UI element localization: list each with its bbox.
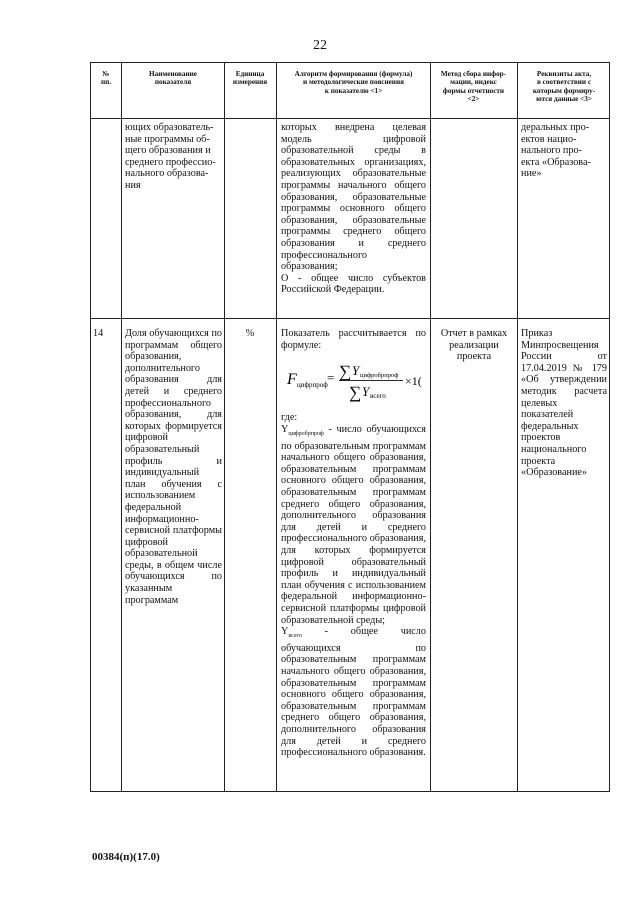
header-requisites: Реквизиты акта, в соответствии с которым формиру- ются данные <3> — [532, 70, 596, 104]
header-num: № пп. — [100, 70, 112, 87]
formula-equals: = — [327, 370, 335, 385]
formula-den-sub: всего — [370, 392, 386, 400]
row14-algorithm-intro: Показатель рассчитывается по формуле: — [281, 328, 426, 351]
formula-svg — [285, 358, 423, 402]
formula-lhs: F — [287, 371, 297, 388]
row14-requisites: Приказ Минпросвещения России от 17.04.2019 № 179 «Об утверждении методик расчета целевых показателей федеральных проектов национального проекта «Образование» — [521, 328, 607, 479]
row14-method: Отчет в рамках реализации проекта — [440, 328, 508, 363]
col-rule-2 — [224, 62, 225, 792]
def1-var: Y — [281, 424, 289, 435]
den-sum-sign: ∑ — [349, 383, 362, 402]
header-name: Наименование показателя — [149, 70, 197, 87]
col-rule-0 — [90, 62, 91, 792]
page-number: 22 — [313, 38, 327, 53]
row14-formula — [285, 358, 423, 402]
prev-row-requisites: деральных про- ектов нацио- нального про- екта «Образова- ние» — [521, 122, 591, 180]
header-algorithm: Алгоритм формирования (формула) и методологические пояснения к показателю <1> — [294, 70, 413, 95]
prev-row-algorithm: которых внедрена целевая модель цифровой образовательной среды в образовательных организациях, реализующих образовательные программы начального общего образования, образовательные программы основного общего образования, образовательные программы среднего общего образования и среднего профессионального образования; О - общее число субъектов Российской Федерации. — [281, 122, 426, 296]
table-top-border — [90, 62, 610, 63]
formula-lhs-sub: цифрпроф — [297, 381, 328, 389]
header-method: Метод сбора инфор- мации, индекс формы отчетности <2> — [440, 70, 507, 104]
row14-unit: % — [245, 328, 255, 339]
col-rule-6 — [609, 62, 610, 792]
def1-sub: цифробрпроф — [288, 431, 324, 438]
row14-indicator-name: Доля обучающихся по программам общего образования, дополнительного образования для детей и среднего профессионального образования, для которых формируется цифровой образовательный профиль и индивидуальный план обучения с использованием федеральной информационно-сервисной платформы цифровой образовательной среды, в общем числе обучающихся по указанным программам — [125, 328, 222, 606]
formula-num-sub: цифробрпроф — [360, 372, 399, 379]
row-separator — [90, 318, 610, 319]
header-unit: Единица измерения — [232, 70, 268, 87]
def2-var: Y — [281, 626, 289, 638]
def2-sub: всего — [288, 633, 302, 640]
formula-tail: ×1( — [405, 374, 422, 388]
col-rule-4 — [430, 62, 431, 792]
prev-row-name: ющих образователь- ные программы об- щего образования и среднего профессио- нального образова- ния — [125, 122, 216, 191]
num-sum-sign: ∑ — [339, 362, 352, 381]
row14-where: где: — [281, 412, 298, 423]
def1-text: - число обучающихся по образовательным программам начального общего образования, образовательным программам основного общего образования, образовательным программам среднего общего образования, дополнительного образования для детей и среднего профессионального образования, для которых формируется цифровой образовательный профиль и индивидуальный план обучения с использованием федеральной информационно-сервисной платформы цифровой образовательной среды; — [281, 424, 426, 626]
formula-den-var: Y — [362, 384, 370, 399]
col-rule-1 — [121, 62, 122, 792]
document-code: 00384(п)(17.0) — [92, 851, 160, 863]
row14-number: 14 — [93, 328, 104, 339]
fraction-bar — [339, 380, 403, 381]
col-rule-5 — [517, 62, 518, 792]
header-bottom-rule — [90, 118, 610, 119]
col-rule-3 — [276, 62, 277, 792]
def2-text: - общее число обучающихся по образовательным программам начального общего образования, образовательным программам основного общего образования, образовательным программам среднего общего образования, дополнительного образования для детей и среднего профессионального образования. — [281, 626, 426, 759]
row14-definitions — [281, 424, 426, 786]
table-bottom-border — [90, 791, 610, 792]
formula-num-var: Y — [352, 363, 360, 378]
